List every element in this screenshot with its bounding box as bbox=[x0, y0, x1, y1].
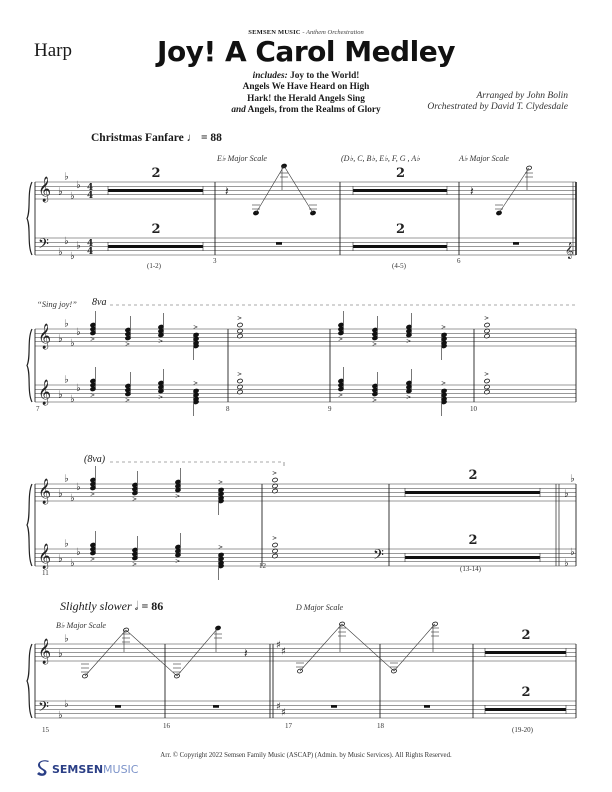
bar-number: 6 bbox=[457, 257, 461, 265]
svg-text:>: > bbox=[175, 493, 181, 500]
svg-text:𝄽: 𝄽 bbox=[225, 184, 229, 198]
svg-text:♭: ♭ bbox=[564, 557, 569, 569]
logo-semsen: SEMSEN bbox=[52, 762, 104, 776]
bar-number: 9 bbox=[328, 405, 332, 413]
svg-text:♭: ♭ bbox=[58, 488, 63, 500]
publisher-subtitle: Anthem Orchestration bbox=[306, 29, 364, 36]
ottava-marking-cont: (8va) bbox=[84, 454, 106, 465]
svg-text:♭: ♭ bbox=[64, 318, 69, 330]
svg-text:>: > bbox=[193, 380, 199, 387]
svg-text:𝄞: 𝄞 bbox=[38, 479, 52, 504]
svg-text:𝄞: 𝄞 bbox=[38, 639, 52, 664]
song-4: Angels, from the Realms of Glory bbox=[247, 104, 381, 115]
scale-label-ab: A♭ Major Scale bbox=[459, 154, 509, 163]
svg-text:>: > bbox=[237, 371, 243, 378]
svg-text:♭: ♭ bbox=[58, 648, 63, 660]
tempo-text: Christmas Fanfare bbox=[91, 132, 184, 144]
svg-text:♭: ♭ bbox=[58, 709, 63, 721]
svg-text:𝄢: 𝄢 bbox=[373, 547, 384, 567]
svg-text:♭: ♭ bbox=[64, 236, 69, 248]
svg-text:♭: ♭ bbox=[58, 333, 63, 345]
svg-text:>: > bbox=[338, 392, 344, 399]
svg-text:2: 2 bbox=[396, 166, 406, 181]
svg-text:♭: ♭ bbox=[58, 553, 63, 565]
svg-text:>: > bbox=[272, 470, 278, 477]
expression-sing-joy: “Sing joy!” bbox=[37, 299, 77, 309]
svg-text:>: > bbox=[441, 324, 447, 331]
svg-text:2: 2 bbox=[521, 628, 531, 643]
svg-text:♯: ♯ bbox=[276, 640, 281, 651]
svg-text:♯: ♯ bbox=[281, 707, 286, 719]
bar-number: 11 bbox=[42, 569, 49, 577]
svg-text:♭: ♭ bbox=[64, 699, 69, 711]
scale-label-d: D Major Scale bbox=[296, 603, 344, 612]
tempo-text: Slightly slower bbox=[60, 599, 132, 613]
svg-text:♭: ♭ bbox=[70, 190, 75, 202]
bar-number: (19-20) bbox=[512, 726, 533, 734]
includes-label: includes: bbox=[252, 71, 288, 81]
bar-number: 12 bbox=[259, 562, 266, 570]
svg-text:♭: ♭ bbox=[570, 547, 575, 559]
arranger: Arranged by John Bolin bbox=[476, 91, 568, 101]
svg-text:>: > bbox=[372, 341, 378, 348]
svg-text:♭: ♭ bbox=[70, 251, 75, 262]
scale-label-notes: (D♭, C, B♭, E♭, F, G , A♭ bbox=[341, 154, 421, 163]
copyright-notice: Arr. © Copyright 2022 Semsen Family Music (ASCAP) (Admin. by Music Services). All Rights Reserved. bbox=[160, 752, 452, 759]
bar-number: (4-5) bbox=[392, 262, 406, 270]
ottava-marking: 8va bbox=[92, 297, 107, 308]
svg-text:♭: ♭ bbox=[76, 327, 81, 339]
tempo-value: = 88 bbox=[201, 132, 222, 144]
svg-text:♭: ♭ bbox=[76, 547, 81, 559]
svg-text:♭: ♭ bbox=[58, 246, 63, 258]
svg-text:>: > bbox=[90, 556, 96, 563]
svg-text:♭: ♭ bbox=[64, 473, 69, 485]
bar-number: (1-2) bbox=[147, 262, 161, 270]
publisher-name: SEMSEN MUSIC bbox=[248, 29, 301, 36]
svg-text:>: > bbox=[132, 561, 138, 568]
instrument-name: Harp bbox=[34, 40, 72, 61]
svg-text:>: > bbox=[218, 544, 224, 551]
svg-text:>: > bbox=[484, 315, 490, 322]
svg-text:>: > bbox=[484, 371, 490, 378]
publisher-logo bbox=[36, 760, 138, 778]
svg-text:4: 4 bbox=[87, 191, 94, 201]
svg-text:2: 2 bbox=[468, 468, 478, 483]
svg-text:♭: ♭ bbox=[70, 492, 75, 504]
svg-text:>: > bbox=[132, 496, 138, 503]
and-label: and bbox=[231, 104, 246, 115]
svg-text:𝄽: 𝄽 bbox=[244, 646, 248, 660]
svg-text:𝄢: 𝄢 bbox=[38, 236, 49, 256]
logo-music: MUSIC bbox=[103, 762, 139, 776]
bar-number: (13-14) bbox=[460, 565, 481, 573]
svg-text:4: 4 bbox=[87, 183, 94, 193]
publisher-line: SEMSEN MUSIC - Anthem Orchestration bbox=[248, 29, 364, 36]
svg-text:♯: ♯ bbox=[276, 701, 281, 713]
svg-text:𝄞: 𝄞 bbox=[38, 324, 52, 349]
svg-text:2: 2 bbox=[521, 685, 531, 700]
svg-text:♭: ♭ bbox=[64, 538, 69, 550]
svg-text:♭: ♭ bbox=[58, 389, 63, 401]
svg-text:♭: ♭ bbox=[570, 473, 575, 485]
svg-text:>: > bbox=[406, 338, 412, 345]
svg-text:>: > bbox=[272, 535, 278, 542]
bar-number: 18 bbox=[377, 722, 384, 730]
bar-number: 7 bbox=[36, 405, 40, 413]
svg-text:>: > bbox=[125, 341, 131, 348]
svg-text:♭: ♭ bbox=[70, 393, 75, 405]
svg-text:>: > bbox=[338, 336, 344, 343]
svg-text:>: > bbox=[218, 479, 224, 486]
svg-text:𝄽: 𝄽 bbox=[470, 184, 474, 198]
bar-number: 3 bbox=[213, 257, 217, 265]
song-2: Angels We Have Heard on High bbox=[242, 82, 370, 93]
bar-number: 10 bbox=[470, 405, 477, 413]
svg-text:♯: ♯ bbox=[281, 646, 286, 658]
svg-text:>: > bbox=[158, 394, 164, 401]
svg-text:2: 2 bbox=[396, 222, 406, 237]
svg-text:>: > bbox=[90, 491, 96, 498]
svg-text:𝄞: 𝄞 bbox=[565, 243, 574, 259]
song-1: Joy to the World! bbox=[290, 71, 360, 81]
svg-text:2: 2 bbox=[151, 166, 161, 181]
svg-text:>: > bbox=[90, 336, 96, 343]
scale-label-bb: B♭ Major Scale bbox=[56, 621, 106, 630]
svg-text:♭: ♭ bbox=[58, 186, 63, 198]
svg-text:♭: ♭ bbox=[76, 383, 81, 395]
svg-text:>: > bbox=[125, 397, 131, 404]
scale-label-eb: E♭ Major Scale bbox=[217, 154, 267, 163]
tempo-value: = 86 bbox=[141, 599, 164, 613]
song-title: Joy! A Carol Medley bbox=[157, 35, 455, 68]
bar-number: 16 bbox=[163, 722, 170, 730]
svg-text:𝄞: 𝄞 bbox=[38, 380, 52, 405]
svg-text:>: > bbox=[193, 324, 199, 331]
song-3: Hark! the Herald Angels Sing bbox=[247, 93, 365, 104]
svg-text:>: > bbox=[237, 315, 243, 322]
svg-text:♭: ♭ bbox=[76, 482, 81, 494]
orchestrator: Orchestrated by David T. Clydesdale bbox=[427, 102, 568, 113]
svg-text:>: > bbox=[441, 380, 447, 387]
svg-text:>: > bbox=[372, 397, 378, 404]
quarter-note-icon: ♩ bbox=[186, 132, 199, 144]
svg-text:2: 2 bbox=[151, 222, 161, 237]
svg-text:>: > bbox=[158, 338, 164, 345]
svg-text:♭: ♭ bbox=[76, 180, 81, 192]
svg-text:2: 2 bbox=[468, 533, 478, 548]
svg-text:>: > bbox=[90, 392, 96, 399]
bar-number: 17 bbox=[285, 722, 292, 730]
svg-text:𝄢: 𝄢 bbox=[38, 699, 49, 719]
svg-text:>: > bbox=[406, 394, 412, 401]
svg-text:4: 4 bbox=[87, 247, 94, 257]
svg-text:♭: ♭ bbox=[564, 488, 569, 500]
svg-text:♭: ♭ bbox=[64, 171, 69, 183]
semsen-s-logo-icon bbox=[36, 760, 52, 778]
svg-text:4: 4 bbox=[87, 239, 94, 249]
svg-text:>: > bbox=[175, 558, 181, 565]
svg-text:♭: ♭ bbox=[64, 374, 69, 386]
half-note-icon: 𝅗𝅥 bbox=[134, 599, 139, 613]
svg-text:𝄞: 𝄞 bbox=[38, 177, 52, 202]
svg-text:♭: ♭ bbox=[70, 337, 75, 349]
svg-text:♭: ♭ bbox=[64, 633, 69, 645]
svg-text:♭: ♭ bbox=[76, 240, 81, 252]
bar-number: 15 bbox=[42, 726, 49, 734]
svg-text:♭: ♭ bbox=[70, 557, 75, 569]
svg-text:𝄞: 𝄞 bbox=[38, 544, 52, 569]
bar-number: 8 bbox=[226, 405, 230, 413]
